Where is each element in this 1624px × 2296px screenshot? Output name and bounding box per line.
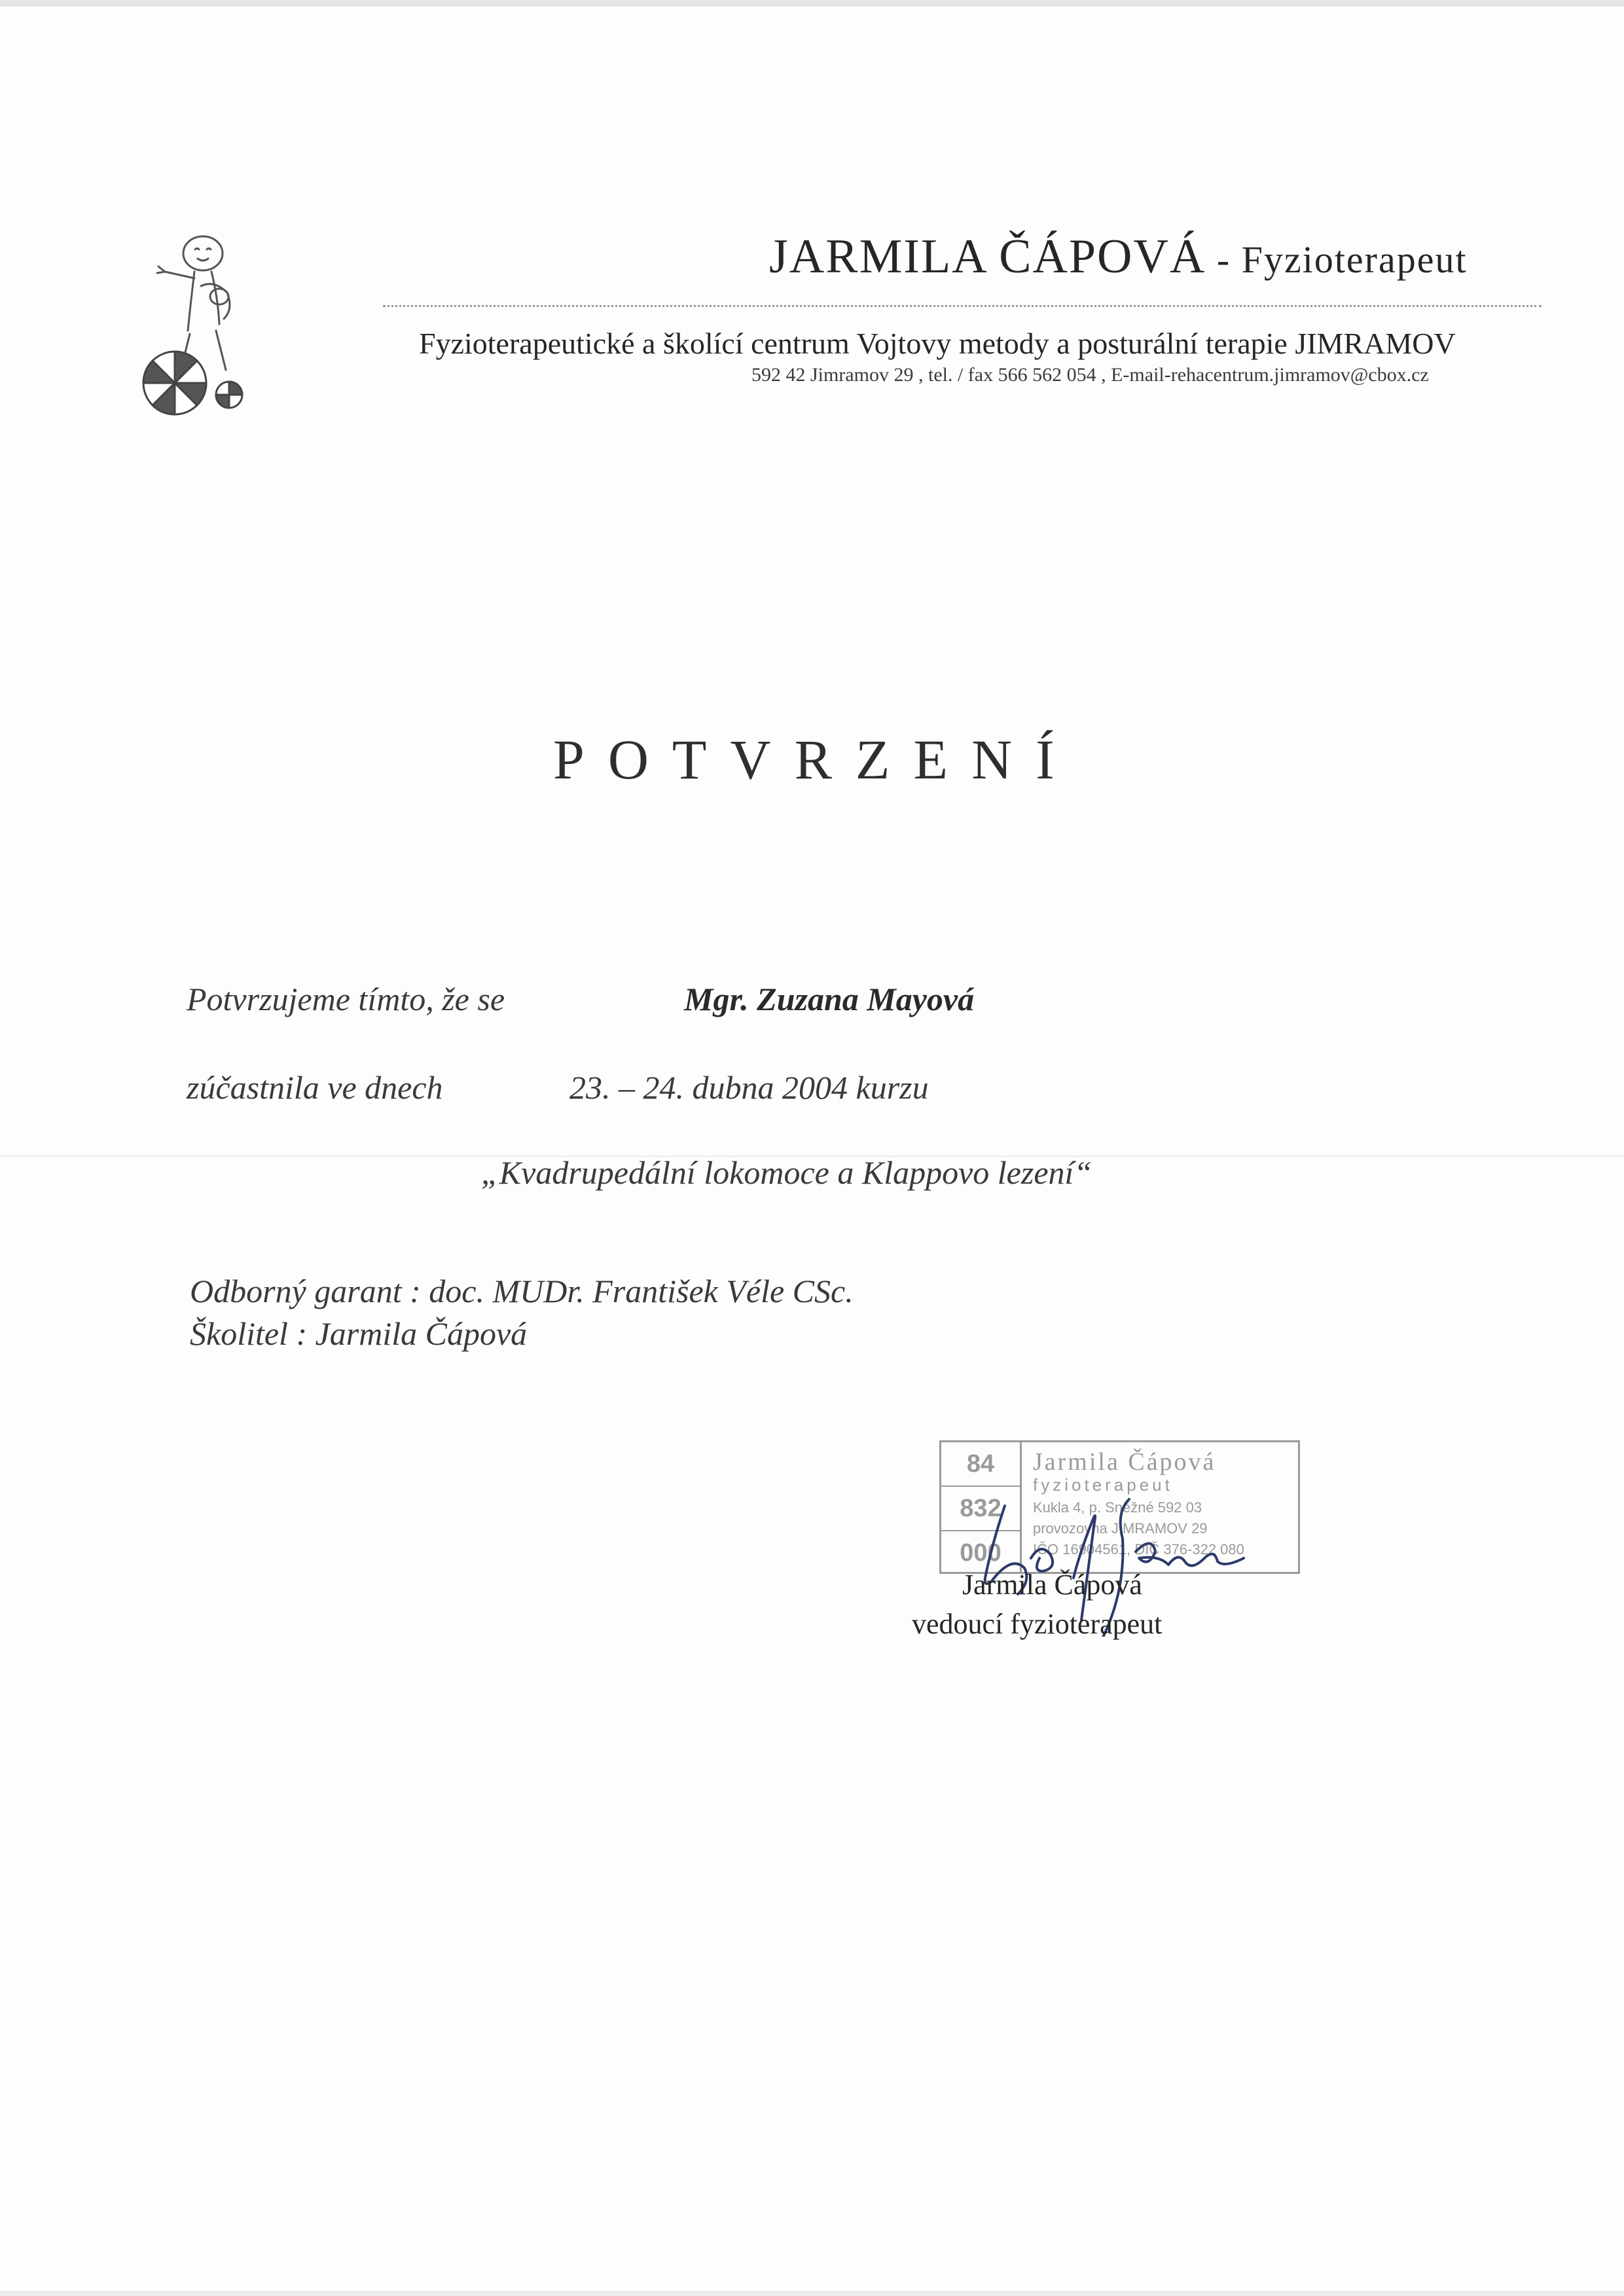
letterhead-title <box>769 229 1468 285</box>
stamp-ids: IČO 16904561, DIČ 376-322 080 <box>1033 1541 1244 1558</box>
trainer-line: Školitel : Jarmila Čápová <box>190 1315 528 1352</box>
confirmation-line <box>187 980 505 1018</box>
stamp-profession: fyzioterapeut <box>1033 1475 1173 1495</box>
signatory-name: Jarmila Čápová <box>962 1569 1142 1601</box>
letterhead-contact: 592 42 Jimramov 29 , tel. / fax 566 562 054 , E-mail-rehacentrum.jimramov@cbox.cz <box>751 364 1429 386</box>
letterhead-profession: Fyzioterapeut <box>1241 238 1468 281</box>
document-title: POTVRZENÍ <box>553 728 1078 791</box>
letterhead-separator: - <box>1206 238 1242 281</box>
attendance-line <box>187 1068 443 1106</box>
stamp-address: Kukla 4, p. Sněžné 592 03 <box>1033 1499 1202 1516</box>
stamp-branch: provozovna JIMRAMOV 29 <box>1033 1520 1208 1537</box>
letterhead-center-name: Fyzioterapeutické a školící centrum Vojtovy metody a posturální terapie JIMRAMOV <box>419 327 1456 360</box>
stamp-number: 832 <box>941 1487 1020 1531</box>
stamp-name: Jarmila Čápová <box>1033 1448 1216 1476</box>
attendance-text: zúčastnila ve dnech <box>187 1069 443 1106</box>
letterhead-divider <box>383 305 1542 307</box>
dates-line <box>569 1068 929 1106</box>
scan-edge-bottom <box>0 2291 1624 2296</box>
course-name: „Kvadrupedální lokomoce a Klappovo lezení“ <box>481 1154 1092 1191</box>
logo-icon <box>128 226 259 416</box>
scan-edge-top <box>0 0 1624 7</box>
letterhead-name: JARMILA ČÁPOVÁ <box>769 230 1206 283</box>
stamp-number: 000 <box>960 1539 1001 1567</box>
participant-line <box>684 980 974 1018</box>
stamp-number: 84 <box>941 1442 1020 1487</box>
signatory-role: vedoucí fyzioterapeut <box>912 1608 1163 1640</box>
confirmation-text: Potvrzujeme tímto, že se <box>187 981 505 1017</box>
course-dates: 23. – 24. dubna 2004 kurzu <box>569 1069 929 1106</box>
guarantor-line: Odborný garant : doc. MUDr. František Véle CSc. <box>190 1273 854 1309</box>
participant-name: Mgr. Zuzana Mayová <box>684 981 975 1017</box>
